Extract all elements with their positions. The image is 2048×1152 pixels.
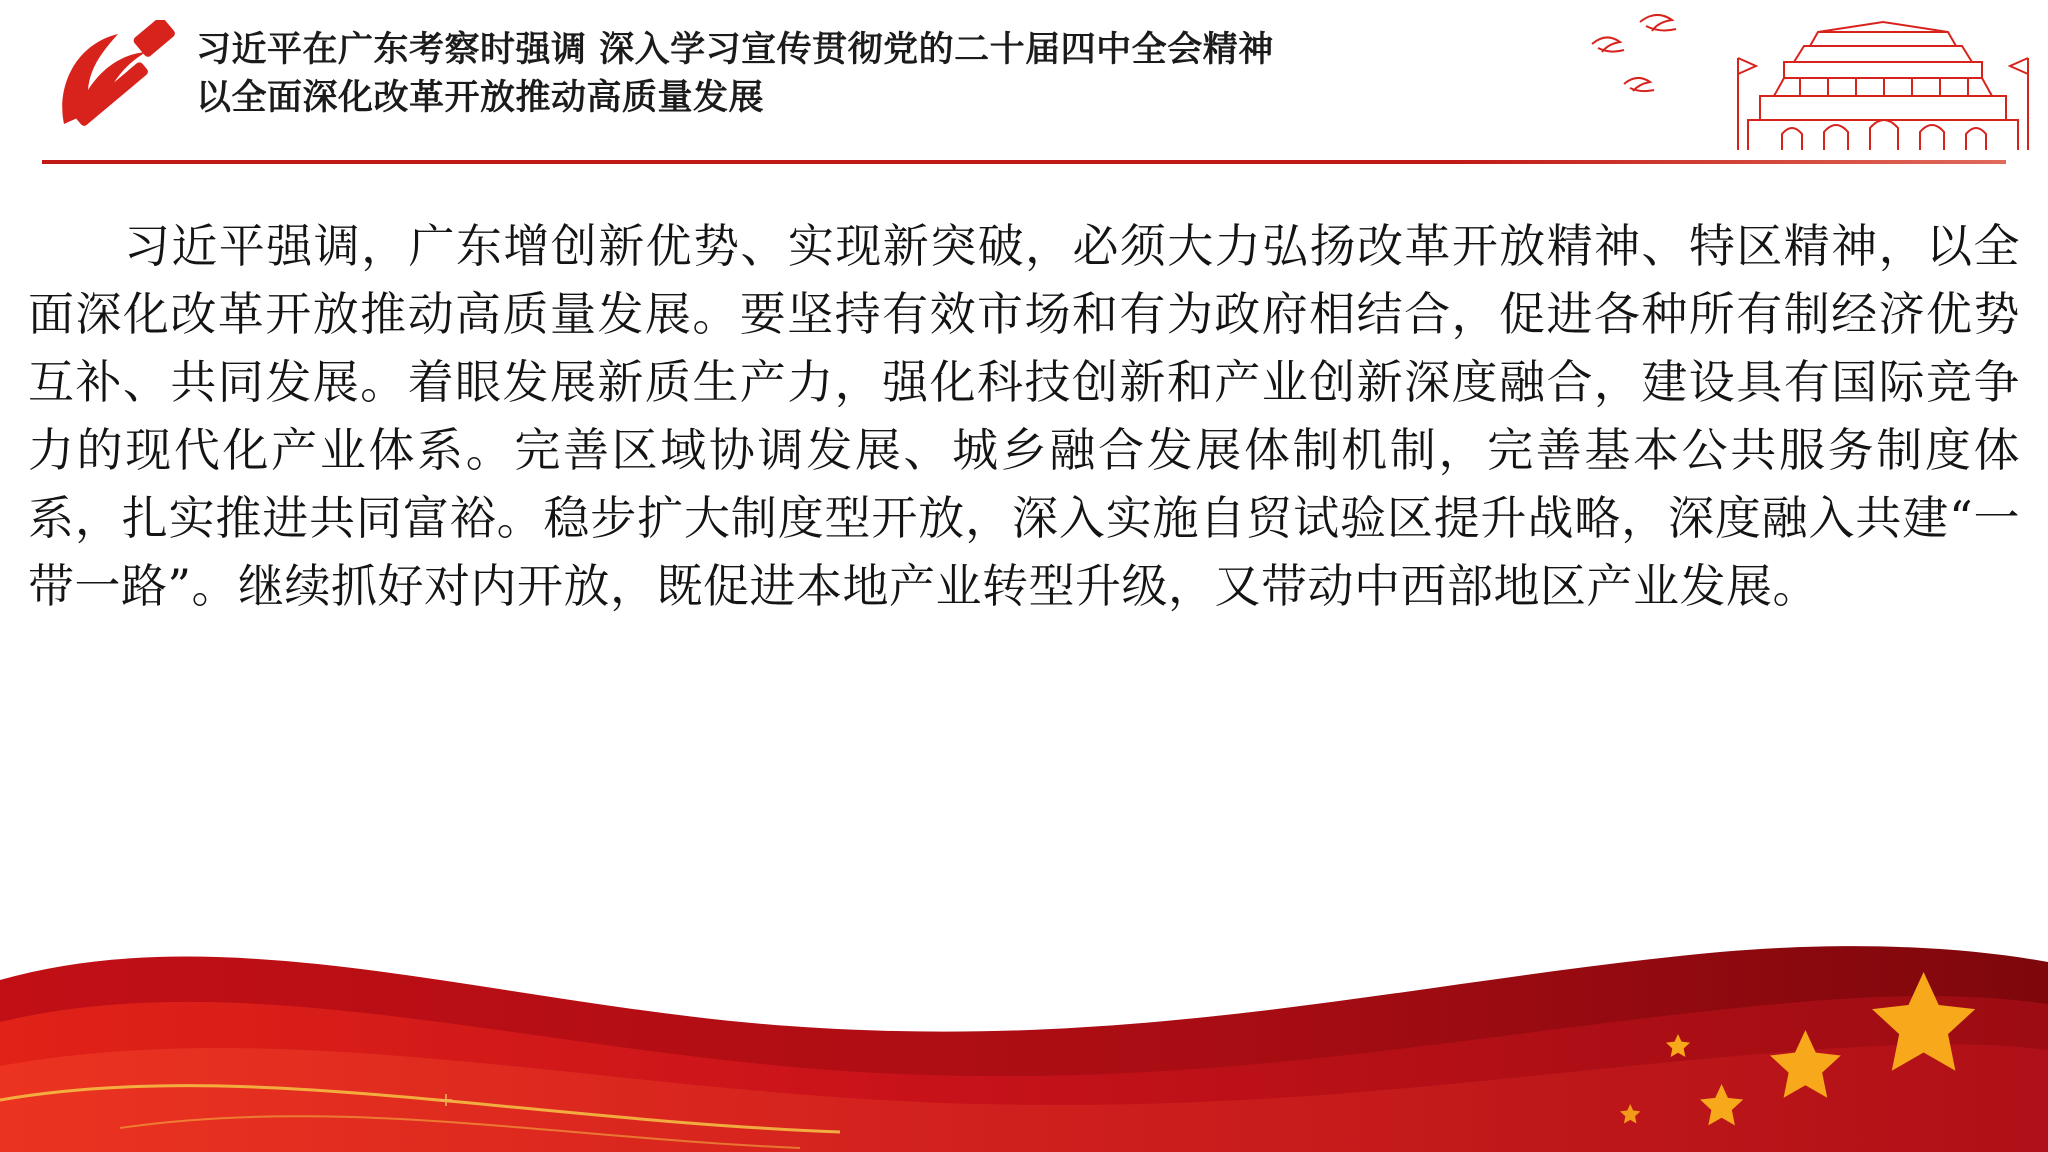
page-title — [196, 26, 1576, 122]
footer-ribbon-banner — [0, 852, 2048, 1152]
party-emblem-hammer-sickle-icon — [46, 20, 176, 140]
page-title-line-2: 以全面深化改革开放推动高质量发展 — [196, 78, 765, 118]
page-title-line-1: 习近平在广东考察时强调 深入学习宣传贯彻党的二十届四中全会精神 — [196, 30, 1274, 70]
tiananmen-line-art-icon — [1578, 0, 2038, 160]
slide-header — [0, 0, 2048, 168]
header-divider — [42, 160, 2006, 164]
body-paragraph: 习近平强调，广东增创新优势、实现新突破，必须大力弘扬改革开放精神、特区精神，以全面深化改革开放推动高质量发展。要坚持有效市场和有为政府相结合，促进各种所有制经济优势互补、共同发展。着眼发展新质生产力，强化科技创新和产业创新深度融合，建设具有国际竞争力的现代化产业体系。完善区域协调发展、城乡融合发展体制机制，完善基本公共服务制度体系，扎实推进共同富裕。稳步扩大制度型开放，深入实施自贸试验区提升战略，深度融入共建“一带一路”。继续抓好对内开放，既促进本地产业转型升级，又带动中西部地区产业发展。 — [28, 219, 2020, 613]
